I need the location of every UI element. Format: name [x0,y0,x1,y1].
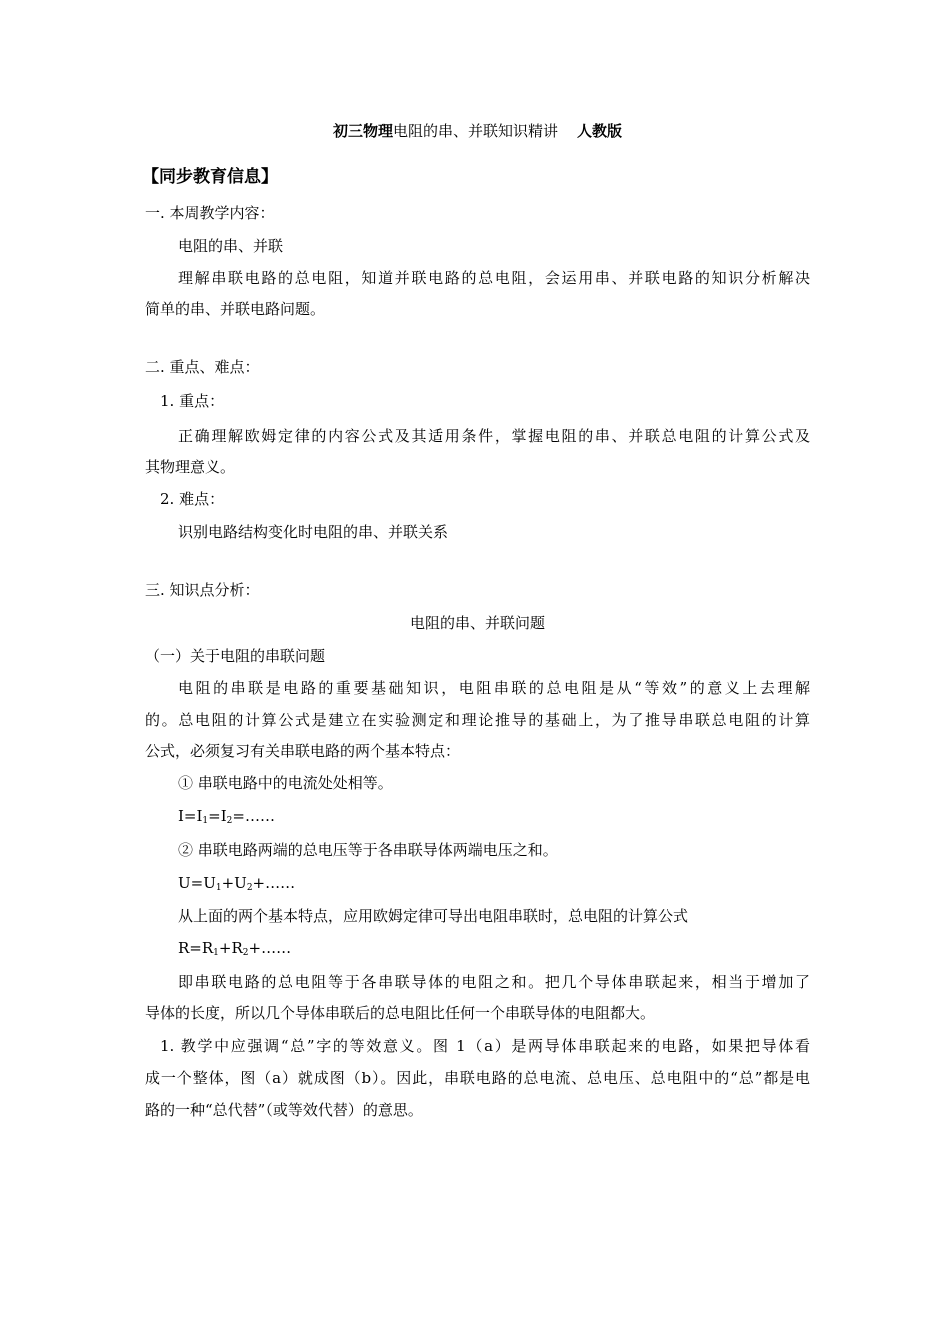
eq-resistance-part-c: +…… [248,939,292,957]
equation-resistance [178,938,810,958]
s1-heading: 一. 本周教学内容： [145,204,275,222]
title-suffix: 人教版 [577,122,623,140]
eq-voltage-part-c: +…… [252,874,296,892]
eq-resistance-part-b: +R [218,939,243,957]
eq-current-part-c: =…… [232,807,275,825]
s3-para3-line1: 即串联电路的总电阻等于各串联导体的电阻之和。把几个导体串联起来，相当于增加了 [178,973,810,991]
eq-current-sub2: 2 [226,816,233,826]
s3-item1-line3: 路的一种“总代替”（或等效代替）的意思。 [145,1101,423,1119]
s3-para1-line2: 的。总电阻的计算公式是建立在实验测定和理论推导的基础上，为了推导串联总电阻的计算 [145,711,810,729]
s3-subheading-1: （一）关于电阻的串联问题 [145,647,326,665]
eq-voltage-sub2: 2 [246,883,253,893]
title-prefix: 初三物理 [332,122,393,140]
s1-desc-line2: 简单的串、并联电路问题。 [145,300,326,318]
s3-para1-line3: 公式，必须复习有关串联电路的两个基本特点： [145,742,461,760]
s3-para3-line2: 导体的长度，所以几个导体串联后的总电阻比任何一个串联导体的电阻都大。 [145,1004,656,1022]
s1-topic: 电阻的串、并联 [178,237,284,255]
s2-point1-line1: 正确理解欧姆定律的内容公式及其适用条件，掌握电阻的串、并联总电阻的计算公式及 [178,427,810,445]
s3-item1-line1: 1. 教学中应强调“总”字的等效意义。图 1（a）是两导体串联起来的电路，如果把导体看 [160,1037,810,1055]
s3-point2: ② 串联电路两端的总电压等于各串联导体两端电压之和。 [178,841,558,859]
s3-center-title: 电阻的串、并联问题 [409,614,545,632]
s3-point1: ① 串联电路中的电流处处相等。 [178,774,393,792]
eq-resistance-part-a: R=R [178,939,214,957]
eq-current-part-a: I=I [178,807,203,825]
eq-voltage-part-b: +U [221,874,247,892]
eq-voltage-part-a: U=U [178,874,216,892]
s2-point2-text: 识别电路结构变化时电阻的串、并联关系 [178,523,449,541]
equation-current [178,806,810,826]
s3-heading: 三. 知识点分析： [145,581,260,599]
equation-voltage [178,873,810,893]
s3-para1-line1: 电阻的串联是电路的重要基础知识，电阻串联的总电阻是从“等效”的意义上去理解 [178,679,810,697]
s2-heading: 二. 重点、难点： [145,358,260,376]
eq-current-part-b: =I [208,807,227,825]
s1-desc-line1: 理解串联电路的总电阻，知道并联电路的总电阻，会运用串、并联电路的知识分析解决 [178,269,810,287]
title-main: 电阻的串、并联知识精讲 [392,122,558,140]
s2-point1-label: 1. 重点： [160,392,225,410]
eq-resistance-sub1: 1 [213,948,219,958]
s2-point1-line2: 其物理意义。 [145,458,236,476]
s3-para2: 从上面的两个基本特点，应用欧姆定律可导出电阻串联时，总电阻的计算公式 [178,907,689,925]
s3-item1-line2: 成一个整体，图（a）就成图（b）。因此，串联电路的总电流、总电压、总电阻中的“总”都是电 [145,1069,810,1087]
document-title [145,121,810,141]
section-header: 【同步教育信息】 [142,167,278,187]
eq-voltage-sub1: 1 [215,883,222,893]
eq-current-sub1: 1 [202,816,209,826]
s2-point2-label: 2. 难点： [160,490,225,508]
eq-resistance-sub2: 2 [242,948,249,958]
